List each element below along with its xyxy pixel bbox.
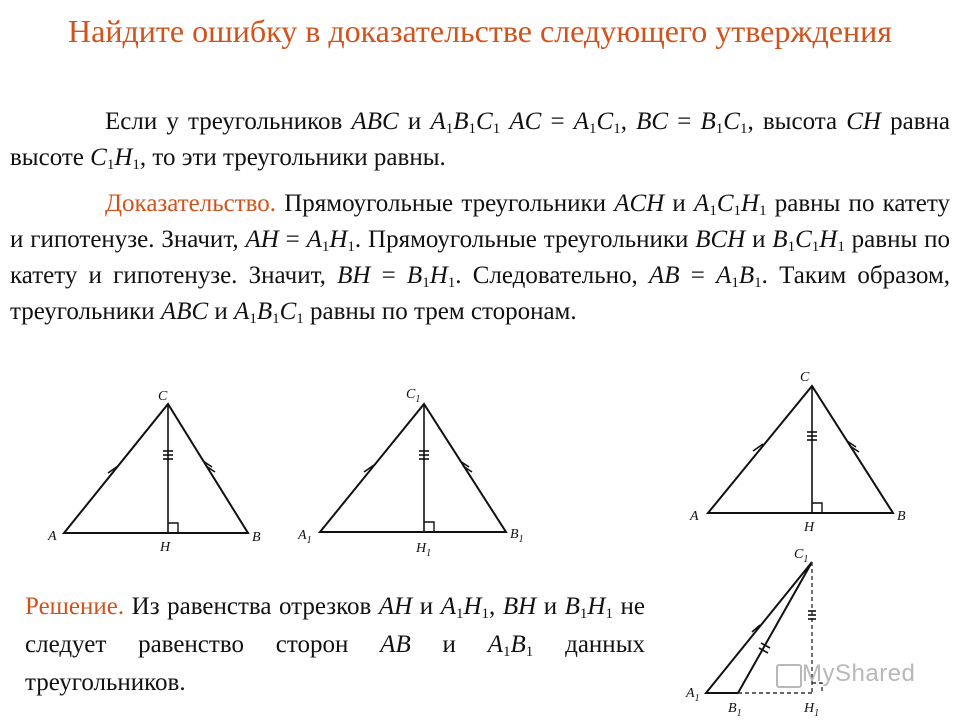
figure-a1b1c1-2: [685, 547, 822, 719]
figure-a1b1c1-1: [297, 387, 524, 559]
text: . Следовательно,: [455, 262, 650, 289]
watermark: [772, 660, 915, 688]
sub: 1: [605, 606, 613, 622]
var: B: [453, 108, 469, 135]
label-h: H: [160, 540, 171, 555]
var: B: [738, 262, 755, 289]
sub: 1: [613, 121, 621, 137]
label-a1: $A_1$: [298, 528, 312, 546]
sub: 1: [249, 311, 257, 327]
var: A: [694, 190, 710, 217]
var: BC: [636, 108, 669, 135]
sub: 1: [811, 239, 820, 255]
var: B: [510, 631, 526, 658]
var: C: [723, 108, 740, 135]
label-a1: $A_1$: [686, 686, 700, 704]
text: и: [536, 593, 565, 620]
var: AB: [649, 262, 680, 289]
var: C: [90, 144, 107, 171]
sub: 1: [739, 121, 748, 137]
text: и: [745, 226, 773, 253]
sub: 1: [481, 606, 490, 622]
var: B: [700, 108, 716, 135]
var: C: [279, 298, 297, 325]
text: =: [668, 108, 701, 135]
var: B: [406, 262, 423, 289]
slide-title: Найдите ошибку в доказательстве следующего утверждения: [68, 13, 892, 49]
label-a: A: [690, 509, 699, 524]
text: . Прямоугольные треугольники: [354, 226, 696, 253]
sub: 1: [525, 644, 534, 660]
text: равна высоте: [10, 108, 951, 171]
var: B: [256, 298, 273, 325]
text: не следует равенство сторон: [25, 593, 646, 658]
sub: 1: [715, 121, 724, 137]
text: равны по катету и гипотенузе. Значит,: [10, 190, 950, 253]
sub: 1: [503, 644, 511, 660]
var: BH: [337, 262, 371, 289]
label-h1: $H_1$: [416, 541, 432, 559]
var: H: [741, 190, 760, 217]
right-angle-mark: [812, 503, 822, 513]
triangle-a1b1c1: [320, 404, 506, 532]
var: CH: [846, 108, 881, 135]
label-h1: $H_1$: [804, 701, 820, 719]
right-angle-mark: [168, 523, 178, 533]
sub: 1: [754, 275, 762, 291]
var: C: [596, 108, 614, 135]
triangle-abc: [708, 386, 893, 513]
text: , высота: [747, 108, 847, 135]
sub: 1: [733, 203, 741, 219]
proof-label: Доказательство.: [105, 190, 277, 217]
var: B: [772, 226, 788, 253]
label-b: B: [897, 509, 906, 524]
var: BH: [502, 593, 537, 620]
var: A: [234, 298, 250, 325]
var: B: [564, 593, 580, 620]
text: . Таким образом, треугольники: [10, 262, 951, 325]
sub: 1: [589, 121, 597, 137]
var: H: [463, 593, 482, 620]
label-b1: $B_1$: [728, 701, 742, 719]
label-c1: $C_1$: [406, 387, 421, 405]
text: ,: [489, 593, 503, 620]
var: AC: [509, 108, 542, 135]
var: ABC: [160, 298, 209, 325]
sub: 1: [106, 157, 115, 173]
var: H: [819, 226, 838, 253]
right-angle-mark: [424, 522, 434, 532]
var: C: [716, 190, 734, 217]
text: Прямоугольные треугольники: [276, 190, 615, 217]
text: =: [679, 262, 717, 289]
var: AH: [245, 226, 279, 253]
var: A: [487, 631, 504, 658]
text: равны по катету и гипотенузе. Значит,: [10, 226, 950, 289]
sub: 1: [455, 606, 464, 622]
sub: 1: [347, 239, 355, 255]
var: A: [716, 262, 732, 289]
label-c: C: [800, 370, 810, 385]
text: и: [412, 593, 441, 620]
text: =: [278, 226, 307, 253]
label-b1: $B_1$: [510, 527, 524, 545]
sub: 1: [321, 239, 330, 255]
label-h: H: [804, 520, 815, 535]
sub: 1: [132, 157, 140, 173]
sub: 1: [709, 203, 717, 219]
text: , то эти треугольники равны.: [139, 144, 446, 171]
label-c1: $C_1$: [794, 547, 809, 565]
text: и: [664, 190, 695, 217]
sub: 1: [579, 606, 588, 622]
sub: 1: [445, 121, 454, 137]
sub: 1: [296, 311, 304, 327]
sub: 1: [422, 275, 430, 291]
var: ACH: [614, 190, 665, 217]
text: Если у треугольников: [105, 108, 352, 135]
var: BCH: [695, 226, 746, 253]
label-b: B: [252, 530, 261, 545]
var: H: [114, 144, 133, 171]
sub: 1: [447, 275, 456, 291]
figure-abc-2: [689, 370, 906, 535]
sub: 1: [787, 239, 796, 255]
var: AH: [378, 593, 413, 620]
sub: 1: [468, 121, 476, 137]
var: A: [306, 226, 322, 253]
var: A: [573, 108, 590, 135]
text: и: [398, 108, 431, 135]
var: C: [476, 108, 493, 135]
text: и: [208, 298, 235, 325]
text: ,: [620, 108, 637, 135]
sub: 1: [492, 121, 501, 137]
var: H: [329, 226, 348, 253]
sub: 1: [272, 311, 280, 327]
var: AB: [380, 631, 411, 658]
var: H: [587, 593, 606, 620]
var: C: [795, 226, 812, 253]
var: ABC: [351, 108, 399, 135]
sub: 1: [759, 203, 767, 219]
var: A: [440, 593, 456, 620]
var: A: [430, 108, 446, 135]
text: данных треугольников.: [25, 631, 645, 696]
label-c: C: [158, 389, 168, 404]
text: =: [541, 108, 574, 135]
var: H: [429, 262, 448, 289]
text: =: [370, 262, 407, 289]
watermark-text: MyShared: [802, 660, 916, 687]
figure-abc-1: [47, 389, 261, 555]
triangle-abc: [64, 404, 248, 533]
solution-label: Решение.: [25, 593, 125, 620]
sub: 1: [731, 275, 739, 291]
text: Из равенства отрезков: [124, 593, 379, 620]
text: равны по трем сторонам.: [303, 298, 577, 325]
text: и: [410, 631, 488, 658]
label-a: A: [48, 529, 57, 544]
sub: 1: [837, 239, 845, 255]
